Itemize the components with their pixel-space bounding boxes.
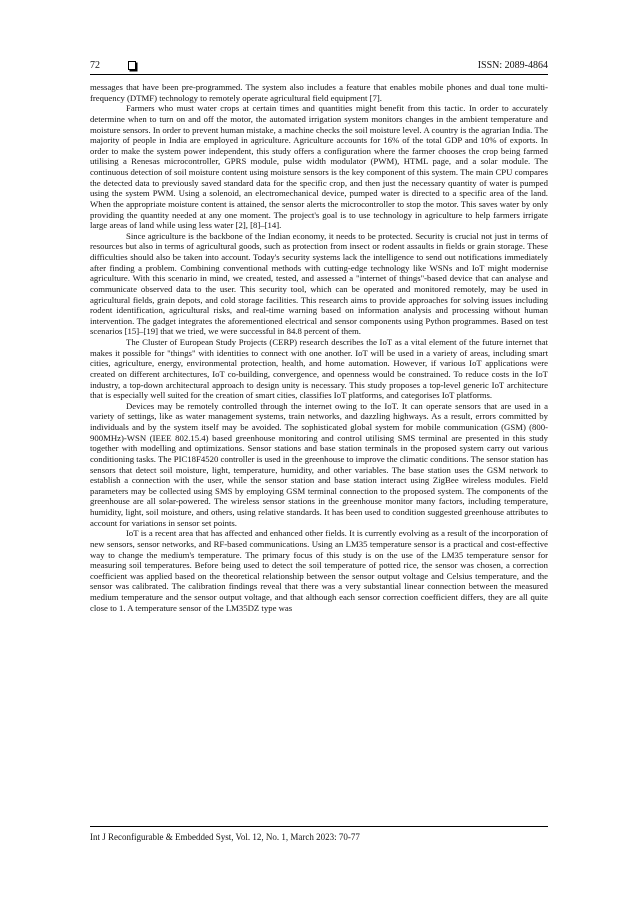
header-rule (90, 74, 548, 75)
page-number: 72 (90, 60, 100, 71)
body-text (90, 82, 548, 613)
header-left (90, 60, 136, 71)
paragraph-2: Farmers who must water crops at certain times and quantities might benefit from this tactic. In order to accurately determine when to turn on and off the motor, the automated irrigation system monitors changes in the ambient temperature and moisture sensors. In order to prevent human mistake, a machine checks the soil moisture level. A country is the agrarian India. The majority of people in India are employed in agriculture. Agriculture accounts for 16% of the total GDP and 10% of exports. In order to make the system power independent, this study offers a configuration where the farmer chooses the crop being farmed utilising a Renesas microcontroller, GPRS module, pulse width modulator (PWM), HTML page, and a solar module. The continuous detection of soil moisture content using moisture sensors is the key component of this system. The main CPU compares the detected data to previously saved standard data for the specific crop, and then just the necessary quantity of water is pumped using the system PWM. Using a solenoid, an electromechanical device, pumped water is directed to a specific area of the land. When the appropriate moisture content is attained, the sensor alerts the microcontroller to stop the motor. This saves water by only providing the quantity needed at any one moment. The project's goal is to use technology in agriculture to help farmers irrigate large areas of land while using less water [2], [8]–[14]. (90, 103, 548, 231)
paragraph-6: IoT is a recent area that has affected and enhanced other fields. It is currently evolving as a result of the incorporation of new sensors, sensor networks, and RF-based communications. Using an LM35 temperature sensor is a practical and cost-effective way to change the medium's temperature. The primary focus of this study is on the use of the LM35 temperature sensor for measuring soil temperatures. Before being used to detect the soil temperature of potted rice, the sensor was chosen, a correction coefficient was applied based on the theoretical relationship between the sensor output voltage and Celsius temperature, and the sensor was calibrated. The calibration findings reveal that there was a very substantial linear connection between the measured medium temperature and the sensor output voltage, and that although each sensor correction coefficient differs, they are all quite close to 1. A temperature sensor of the LM35DZ type was (90, 528, 548, 613)
paragraph-4: The Cluster of European Study Projects (CERP) research describes the IoT as a vital element of the future internet that makes it possible for "things" with identities to connect with one another. IoT will be used in a variety of areas, including smart cities, agriculture, energy, environmental protection, health, and home automation. However, if various IoT applications were created on different architectures, IoT co-building, convergence, and openness would be constrained. To reduce costs in the IoT industry, a top-down architectural approach to design unity is necessary. This study proposes a top-level generic IoT architecture that is especially well suited for the creation of smart cities, classifies IoT platforms, and categorises IoT platforms. (90, 337, 548, 401)
paragraph-1: messages that have been pre-programmed. The system also includes a feature that enables mobile phones and dual tone multi-frequency (DTMF) technology to remotely operate agricultural field equipment [7]. (90, 82, 548, 103)
footer-rule (90, 826, 548, 827)
running-header (90, 60, 548, 71)
journal-citation: Int J Reconfigurable & Embedded Syst, Vol. 12, No. 1, March 2023: 70-77 (90, 832, 360, 842)
issn: ISSN: 2089-4864 (477, 60, 548, 71)
paragraph-3: Since agriculture is the backbone of the Indian economy, it needs to be protected. Security is crucial not just in terms of resources but also in terms of agricultural goods, such as protection from insect or rodent assaults in fields or grain storage. These difficulties should also be taken into account. Today's security systems lack the intelligence to send out notifications immediately after finding a problem. Combining conventional methods with cutting-edge technology like WSNs and IoT might modernise agriculture. With this scenario in mind, we created, tested, and assessed a "internet of things"-based device that can analyse and communicate observed data to the user. This security tool, which can be operated and monitored remotely, may be used in agricultural fields, grain depots, and cold storage facilities. This research aims to provide approaches for solving issues including rodent identification, agricultural risks, and real-time warning based on information analysis and processing without human intervention. The gadget integrates the aforementioned electrical and sensor components using Python programmes. Based on test scenarios [15]–[19] that we tried, we were successful in 84.8 percent of them. (90, 230, 548, 337)
paragraph-5: Devices may be remotely controlled through the internet owing to the IoT. It can operate sensors that are used in a variety of settings, like as water management systems, train networks, and dazzling highways. As a result, errors committed by individuals and by the system itself may be avoided. The sophisticated global system for mobile communication (GSM) (800-900MHz)-WSN (IEEE 802.15.4) based greenhouse monitoring and control utilising SMS terminal are presented in this study together with modelling and optimizations. Sensor stations and base station terminals in the proposed system carry out various conditioning tasks. The PIC18F4520 controller is used in the greenhouse to improve the climatic conditions. The sensor station has sensors that detect soil moisture, light, temperature, humidity, and other variables. The base station uses the GSM network to establish a connection with the user, while the sensor station and base station interact using ZigBee wireless modules. Field parameters may be collected using SMS by employing GSM terminal connection to the proposed system. The components of the greenhouse are all solar-powered. The wireless sensor stations in the greenhouse monitor many factors, including temperature, humidity, light, soil moisture, and others, using relative standards. It has been used to condition suggested greenhouse attributes to account for variations in sensor set points. (90, 400, 548, 528)
square-box-icon (128, 61, 136, 70)
